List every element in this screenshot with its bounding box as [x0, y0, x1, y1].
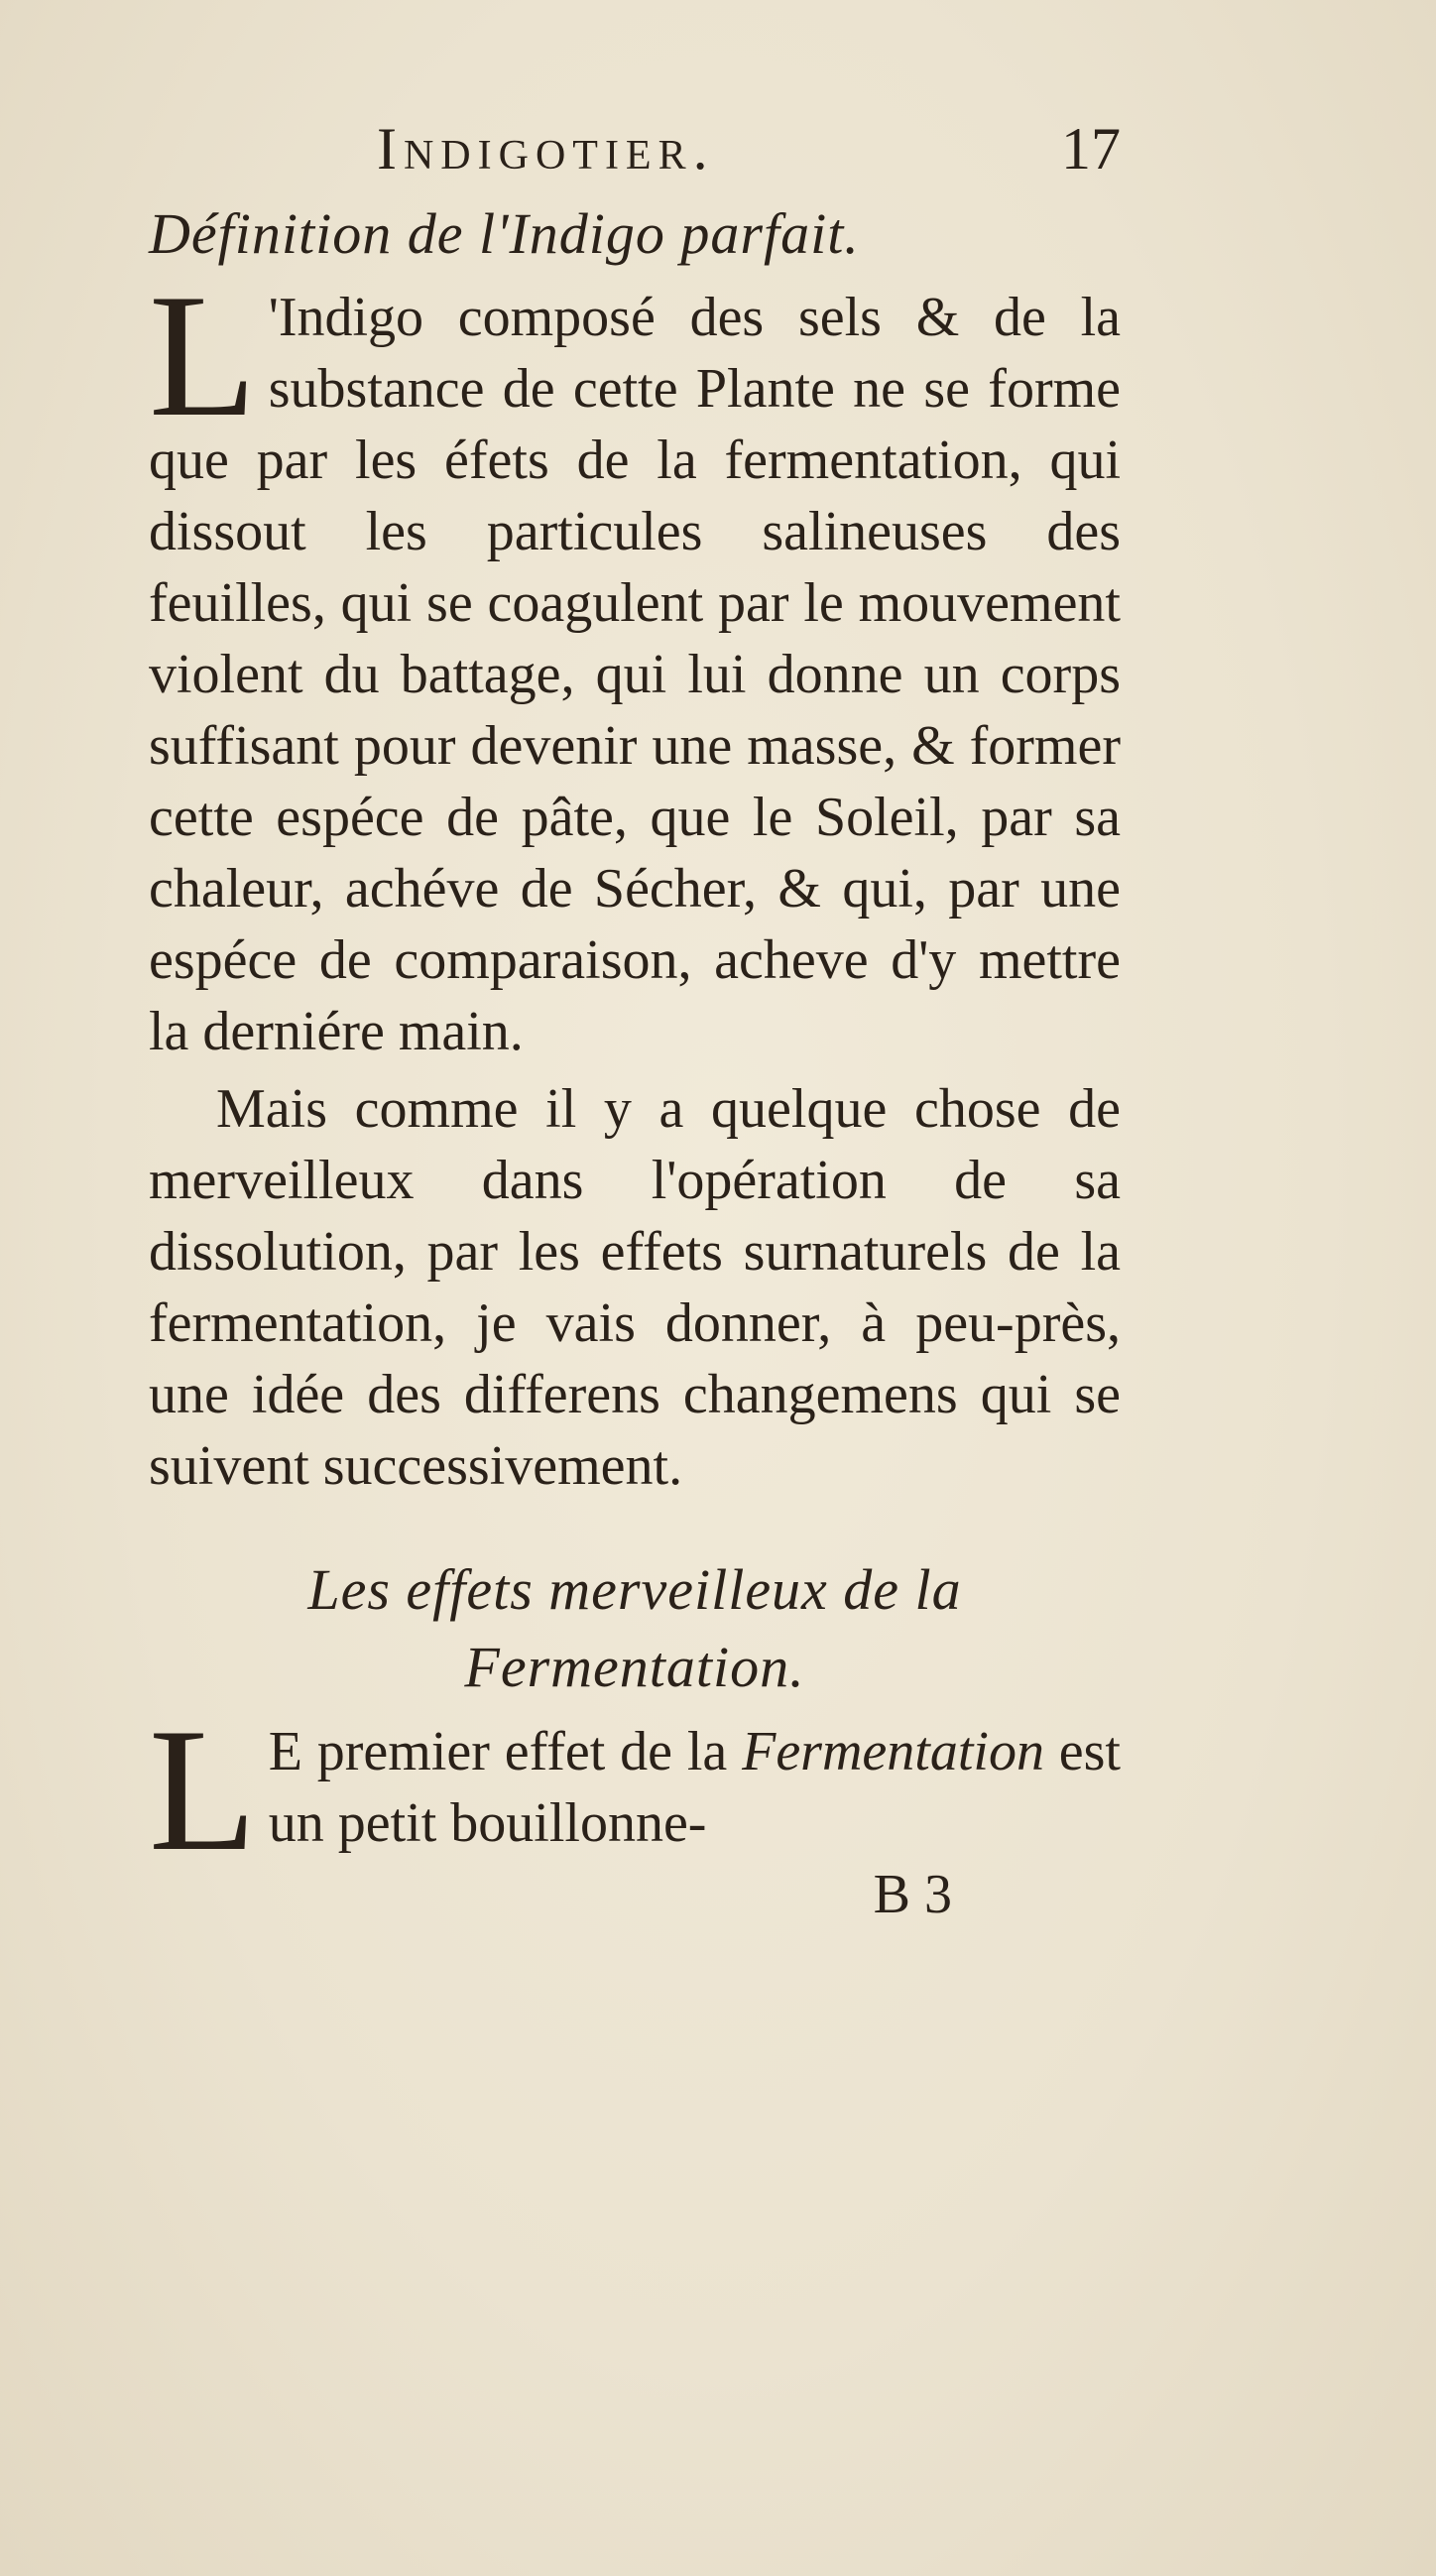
running-head: [149, 107, 1121, 190]
paragraph-text-start: E premier effet de la: [268, 1721, 728, 1782]
paragraph-definition: [149, 257, 1121, 1067]
paragraph-text: 'Indigo composé des sels & de la substance de cette Plante ne se forme que par les éfets de la fermentation, qui dissout les particules salineuses des feuilles, qui se coagulent par le mouvement violent du battage, qui lui donne un corps suffisant pour devenir une masse, & former cette espéce de pâte, que le Soleil, par sa chaleur, achéve de Sécher, & qui, par une espéce de comparaison, acheve d'y mettre la derniére main.: [149, 287, 1121, 1062]
paragraph-fermentation: [149, 1691, 1121, 1888]
section-heading-fermentation: Les effets merveilleux de la Fermentation.: [307, 1557, 962, 1699]
page-number: 17: [1061, 116, 1121, 182]
drop-cap: L: [149, 257, 257, 453]
running-title: Indigotier.: [377, 116, 715, 182]
text-block: [149, 107, 1121, 1930]
signature-mark: B 3: [873, 1864, 952, 1925]
section-heading-definition: Définition de l'Indigo parfait.: [149, 201, 860, 266]
drop-cap: L: [149, 1691, 257, 1888]
italic-term: Fermentation: [742, 1721, 1044, 1782]
paragraph-dissolution: Mais comme il y a quelque chose de merveilleux dans l'opération de sa dissolution, par les effets surnaturels de la fermentation, je vais donner, à peu-près, une idée des differens changemens qui se suivent successivement.: [149, 1078, 1121, 1497]
paragraph-text-end: est un petit bouillonne-: [268, 1721, 1121, 1854]
